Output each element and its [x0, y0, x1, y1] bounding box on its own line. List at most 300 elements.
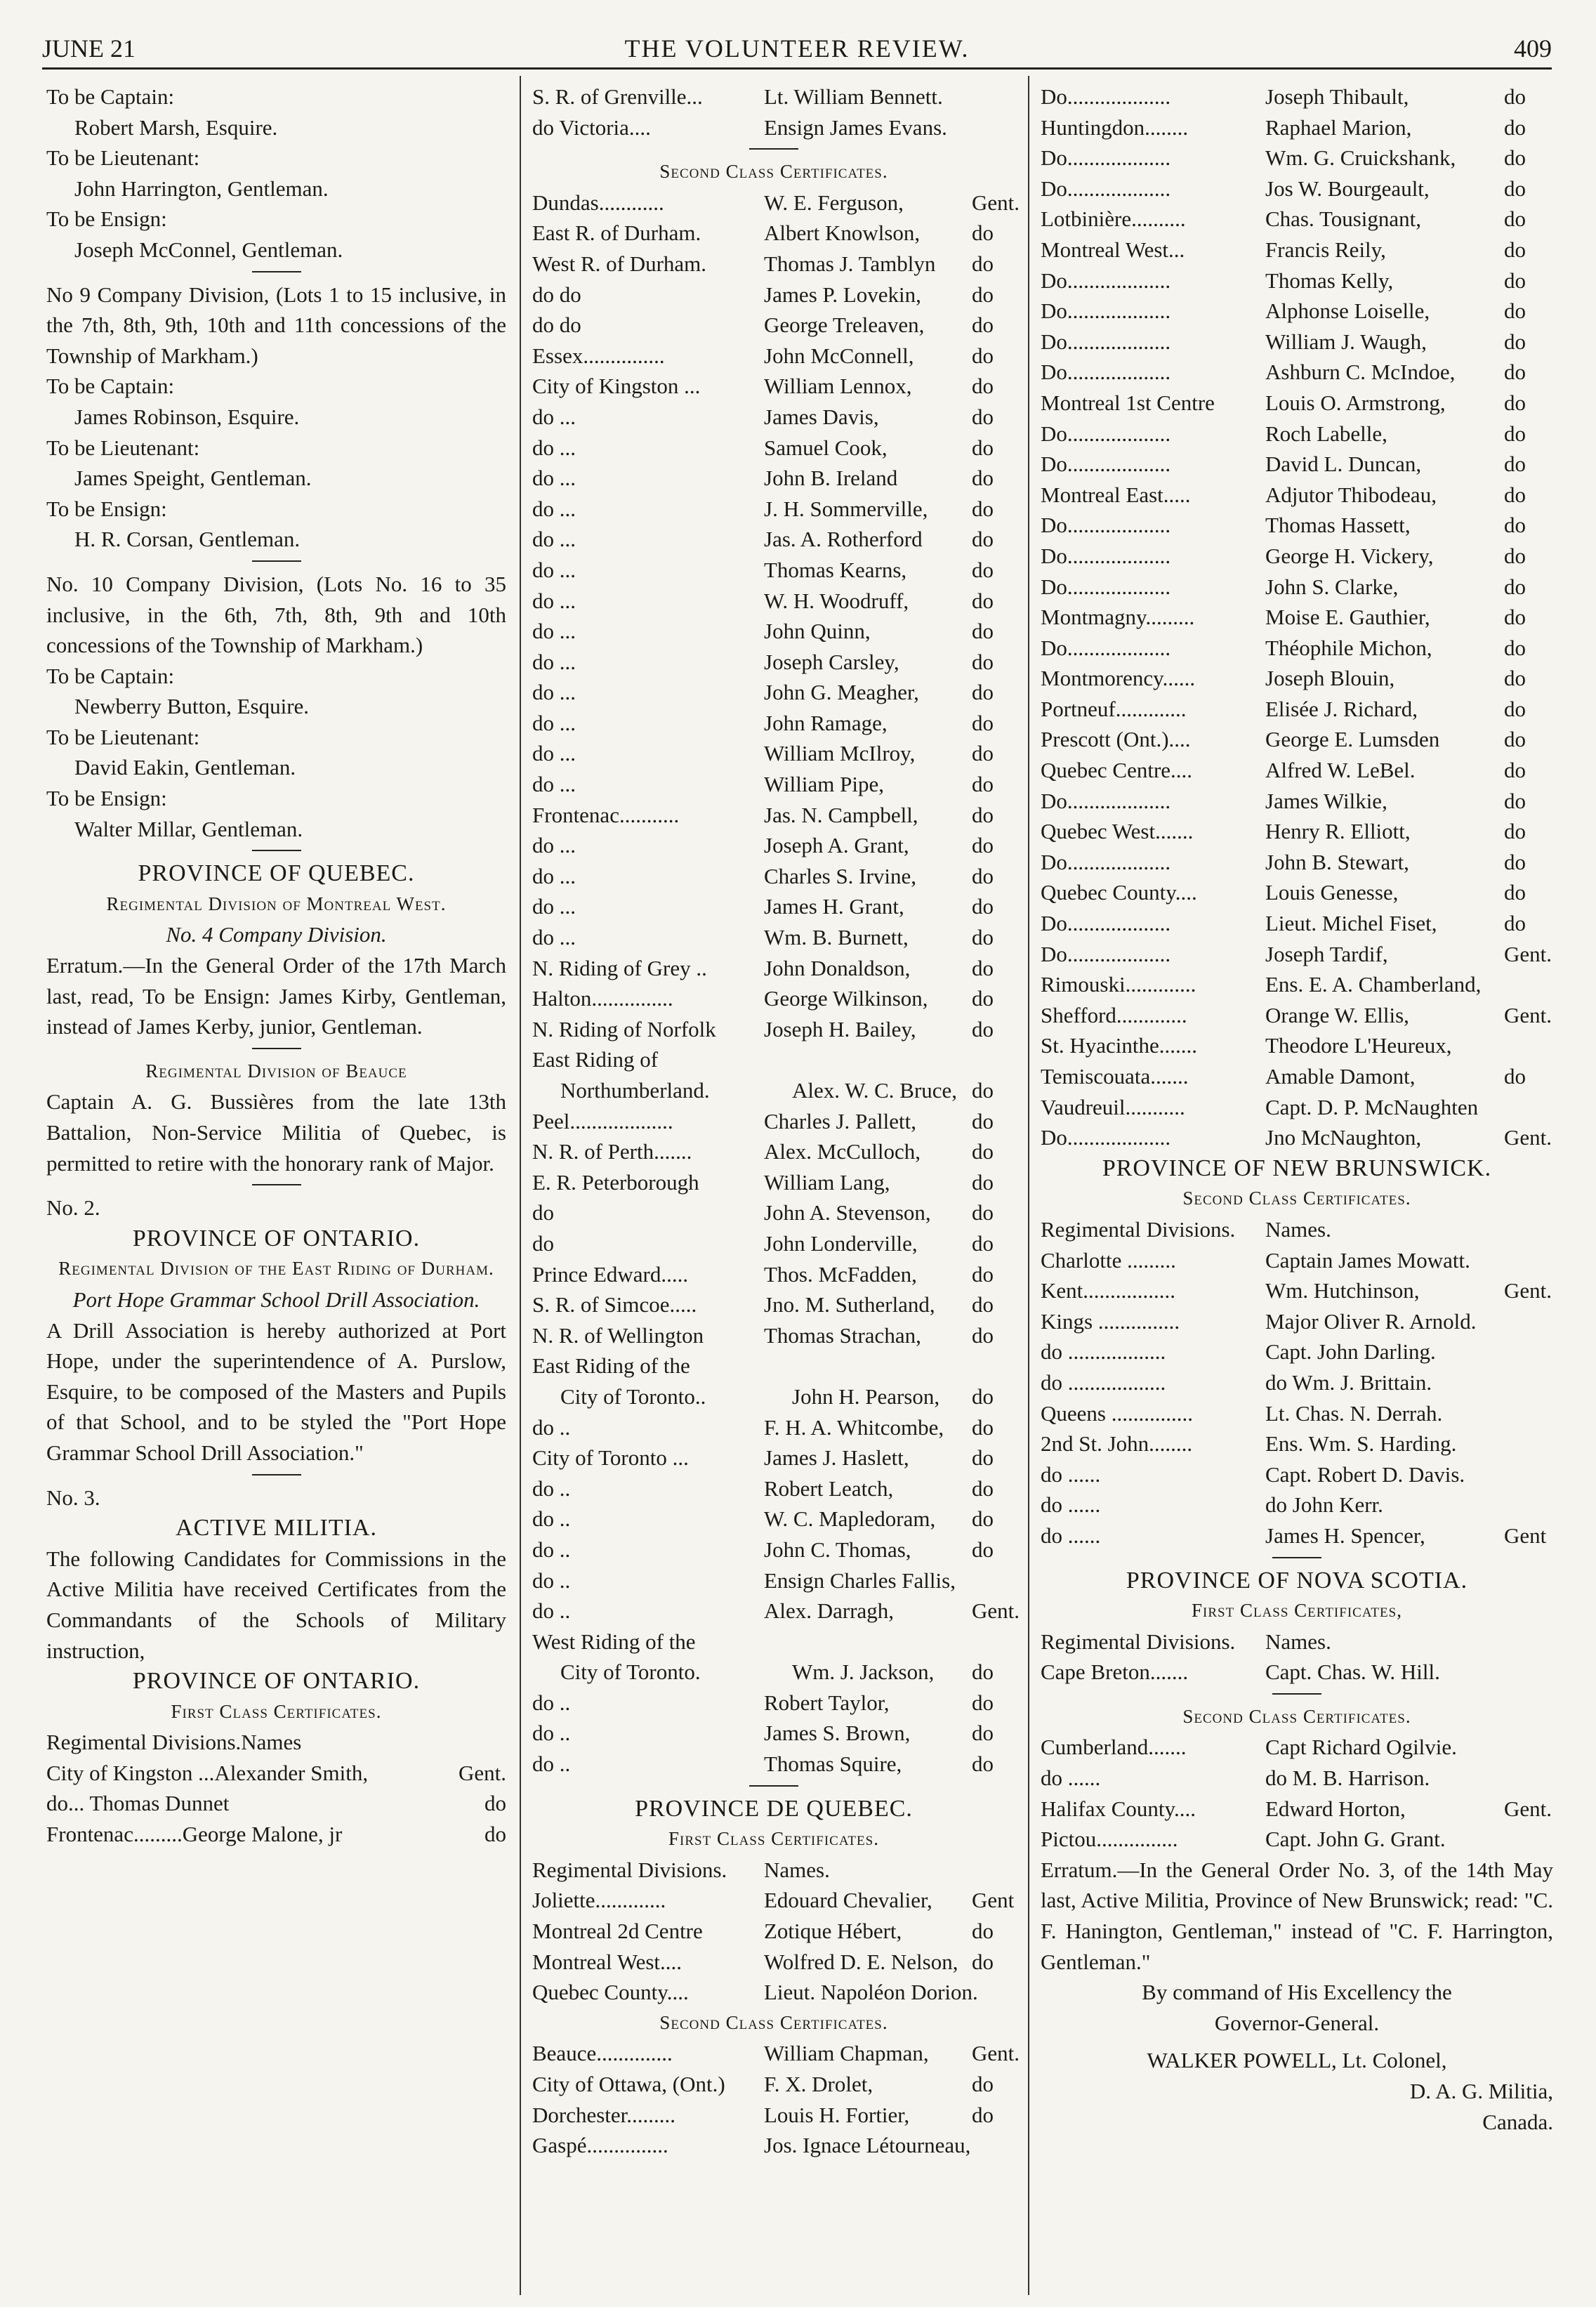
name-cell: Jos. Ignace Létourneau, — [764, 2133, 971, 2158]
name-cell: Thomas Hassett, — [1265, 513, 1411, 538]
division-title: No. 4 Company Division. — [166, 922, 387, 947]
certificate-row — [1041, 296, 1553, 327]
certificate-row — [1041, 847, 1553, 878]
page-header — [42, 31, 1552, 70]
rank-cell: do — [972, 1414, 994, 1440]
division-cell: Dorchester......... — [532, 2102, 676, 2127]
certificate-row — [1041, 1732, 1553, 1763]
division-cell: Prescott (Ont.).... — [1041, 727, 1191, 752]
rank-cell: do — [972, 710, 994, 735]
certificate-row — [532, 188, 1020, 218]
division-cell: Peel................... — [532, 1108, 673, 1133]
rank-cell — [1504, 1459, 1553, 1490]
rank-cell: do — [1504, 390, 1526, 415]
division-cell: Frontenac......... — [46, 1822, 183, 1847]
rank-cell: do — [1504, 788, 1526, 813]
name-cell: Joseph Thibault, — [1265, 84, 1409, 109]
certificate-row — [46, 1788, 506, 1819]
divider — [252, 1184, 301, 1185]
certificate-row — [1041, 724, 1553, 755]
rank-cell: do — [972, 557, 994, 582]
division-cell: City of Toronto.. — [560, 1383, 706, 1409]
certificate-row — [1041, 1000, 1553, 1031]
name-cell: Louis H. Fortier, — [764, 2102, 910, 2127]
paragraph: The following Candidates for Commissions in the Active Militia have received Certificates from the Commandants of the Schools of Military instruction, — [46, 1546, 506, 1663]
division-cell: Do................... — [1041, 788, 1171, 813]
rank-cell — [1504, 1428, 1553, 1459]
certificate-row — [46, 1819, 506, 1850]
rank-cell: do — [972, 1261, 994, 1287]
centered-line: WALKER POWELL, Lt. Colonel, — [1147, 2048, 1447, 2073]
certificate-row — [1041, 663, 1553, 694]
name-cell: Jos W. Bourgeault, — [1265, 176, 1430, 201]
division-cell: Montmorency...... — [1041, 666, 1196, 691]
name-cell: do M. B. Harrison. — [1265, 1766, 1430, 1791]
division-cell: do .................. — [1041, 1369, 1166, 1395]
certificate-row — [532, 1014, 1015, 1045]
name-cell: David L. Duncan, — [1265, 452, 1422, 477]
certificate-row — [1041, 602, 1553, 633]
paragraph: A Drill Association is hereby authorized at Port Hope, under the superintendence of A. Purslow, Esquire, to be composed of the Masters and Pupils of that School, and to be styled the "Port Hope Grammar School Drill Association." — [46, 1317, 506, 1465]
rank-cell: do — [972, 1659, 994, 1685]
rank-cell: do — [972, 802, 994, 827]
division-cell: do ... — [532, 649, 576, 674]
rank-cell: do — [972, 1751, 994, 1777]
name-cell: Thomas Kearns, — [764, 557, 907, 582]
rank-cell: do — [972, 1445, 994, 1471]
name-cell: Lt. William Bennett. — [764, 84, 943, 109]
division-cell: do .. — [532, 1414, 571, 1440]
division-cell: do ... — [532, 466, 576, 491]
division-cell: do ...... — [1041, 1461, 1101, 1487]
rank-cell — [972, 1855, 1015, 1886]
rank-cell — [1504, 1336, 1553, 1367]
rank-cell: Gent. — [972, 2041, 1020, 2066]
rank-cell: do — [1504, 84, 1526, 109]
division-cell: Do................... — [1041, 849, 1171, 874]
division-cell: Do................... — [1041, 635, 1171, 660]
certificate-row — [532, 1885, 1015, 1916]
rank-cell: do — [1504, 176, 1526, 201]
rank-cell — [1504, 1306, 1553, 1337]
name-cell: Robert Taylor, — [764, 1690, 890, 1715]
name-cell: William McIlroy, — [764, 741, 916, 766]
certificate-row — [1041, 327, 1553, 357]
certificate-row — [532, 249, 1015, 280]
rank-cell: do — [1504, 605, 1526, 630]
column-rule — [1028, 76, 1029, 2295]
name-cell: Ensign James Evans. — [764, 114, 947, 140]
name-cell: Charles S. Irvine, — [764, 863, 916, 888]
certificate-row — [1041, 969, 1553, 1000]
certificate-row — [532, 1749, 1015, 1780]
rank-cell: do — [1504, 329, 1526, 354]
division-cell: S. R. of Grenville... — [532, 84, 703, 109]
section-heading: PROVINCE OF NEW BRUNSWICK. — [1102, 1155, 1492, 1181]
division-cell: Kings ............... — [1041, 1308, 1180, 1334]
division-cell: Do................... — [1041, 360, 1171, 385]
certificate-row — [532, 1228, 1015, 1259]
division-cell: do ...... — [1041, 1492, 1101, 1518]
rank-cell — [1504, 969, 1553, 1000]
certificate-row — [1041, 449, 1553, 480]
division-cell: N. Riding of Norfolk — [532, 1016, 716, 1041]
division-cell: do ...... — [1041, 1523, 1101, 1548]
division-cell: Beauce.............. — [532, 2041, 673, 2066]
division-cell: do ... — [532, 925, 576, 950]
name-cell: W. C. Mapledoram, — [764, 1506, 936, 1532]
rank-cell: do — [972, 1949, 994, 1974]
certificate-row — [1041, 572, 1553, 603]
name-cell: Joseph Carsley, — [764, 649, 899, 674]
rank-cell: do — [972, 1506, 994, 1532]
division-cell: Vaudreuil........... — [1041, 1094, 1185, 1119]
name-cell: John Londerville, — [764, 1230, 918, 1256]
rank-cell: do — [972, 2102, 994, 2127]
division-cell: City of Kingston ... — [532, 374, 701, 399]
rank-cell — [1504, 1490, 1553, 1520]
certificate-row — [1041, 1657, 1553, 1688]
certificate-row — [1041, 1490, 1553, 1520]
certificate-row — [1041, 541, 1553, 572]
name-cell: William Chapman, — [764, 2041, 929, 2066]
division-cell: West R. of Durham. — [532, 251, 707, 276]
division-cell: Montreal West... — [1041, 237, 1185, 262]
appointee-name: Robert Marsh, Esquire. — [74, 114, 278, 140]
division-cell: Do................... — [1041, 421, 1171, 446]
rank-cell: do — [972, 2072, 994, 2096]
certificate-row — [532, 800, 1015, 831]
name-cell: James Davis, — [764, 404, 879, 429]
certificate-row — [1041, 173, 1553, 204]
divider — [1272, 1693, 1321, 1695]
certificate-row — [1041, 1061, 1553, 1092]
rank-cell: do — [972, 1108, 994, 1133]
rank-cell: do — [972, 649, 994, 674]
rank-cell: do — [1504, 145, 1526, 171]
rank-cell — [972, 112, 1015, 143]
certificate-row — [532, 2100, 1015, 2131]
name-cell: Major Oliver R. Arnold. — [1265, 1308, 1477, 1334]
rank-cell: do — [972, 772, 994, 797]
name-cell: Ens. Wm. S. Harding. — [1265, 1431, 1457, 1457]
division-cell: S. R. of Simcoe..... — [532, 1292, 697, 1317]
text-line: To be Ensign: — [46, 206, 167, 232]
certificate-row — [1041, 480, 1553, 511]
appointee-name: Newberry Button, Esquire. — [74, 694, 310, 719]
text-line: East Riding of the — [532, 1353, 690, 1379]
name-cell: John B. Stewart, — [1265, 849, 1409, 874]
section-heading: PROVINCE OF ONTARIO. — [132, 1225, 421, 1251]
name-cell: Names. — [1265, 1216, 1331, 1242]
division-cell: Do................... — [1041, 513, 1171, 538]
division-cell: E. R. Peterborough — [532, 1169, 699, 1195]
division-cell: Montmagny......... — [1041, 605, 1195, 630]
rank-cell: do — [972, 313, 994, 338]
certificate-row — [1041, 1428, 1553, 1459]
division-cell: Montreal West.... — [532, 1949, 682, 1974]
centered-line: Governor-General. — [1214, 2010, 1380, 2035]
division-cell: do ... — [532, 404, 576, 429]
appointee-name: John Harrington, Gentleman. — [74, 176, 329, 201]
division-cell: Do................... — [1041, 329, 1171, 354]
name-cell: ... Thomas Dunnet — [68, 1791, 230, 1816]
name-cell: Captain James Mowatt. — [1265, 1247, 1470, 1273]
rank-cell: do — [1504, 666, 1526, 691]
certificate-row — [532, 1412, 1015, 1443]
name-cell: George Wilkinson, — [764, 986, 928, 1011]
certificate-row — [532, 1657, 1015, 1688]
division-cell: do ... — [532, 619, 576, 644]
division-cell: do ... — [532, 588, 576, 613]
division-title: Port Hope Grammar School Drill Association. — [72, 1287, 480, 1312]
name-cell: James J. Haslett, — [764, 1445, 909, 1471]
certificate-row — [532, 1136, 1015, 1167]
name-cell: George Malone, jr — [182, 1822, 343, 1847]
section-heading: PROVINCE OF ONTARIO. — [132, 1668, 421, 1695]
name-cell: W. H. Woodruff, — [764, 588, 909, 613]
division-cell: City of Kingston ... — [46, 1760, 215, 1785]
rank-cell: do — [972, 527, 994, 552]
rank-cell — [1504, 1657, 1553, 1688]
rank-cell: do — [972, 1139, 994, 1164]
certificate-row — [1041, 388, 1553, 419]
division-cell: St. Hyacinthe....... — [1041, 1033, 1197, 1058]
section-heading: PROVINCE OF NOVA SCOTIA. — [1126, 1567, 1468, 1593]
name-cell: Capt. Chas. W. Hill. — [1265, 1659, 1440, 1685]
division-cell: Do................... — [1041, 574, 1171, 599]
name-cell: Louis O. Armstrong, — [1265, 390, 1446, 415]
certificate-row — [532, 280, 1015, 310]
certificate-row — [532, 371, 1015, 402]
name-cell: Moise E. Gauthier, — [1265, 605, 1430, 630]
certificate-row — [532, 922, 1015, 953]
certificate-row — [532, 1289, 1015, 1320]
divider — [1272, 1557, 1321, 1558]
name-cell: Thomas Kelly, — [1265, 268, 1394, 293]
division-cell: Do................... — [1041, 543, 1171, 568]
name-cell: John B. Ireland — [764, 466, 898, 491]
divider — [252, 560, 301, 562]
certificate-row — [532, 1442, 1015, 1473]
rank-cell: do — [972, 404, 994, 429]
division-cell: N. R. of Wellington — [532, 1322, 704, 1348]
name-cell: Edouard Chevalier, — [764, 1888, 932, 1913]
section-heading: PROVINCE OF QUEBEC. — [138, 860, 415, 887]
certificate-row — [532, 1688, 1015, 1718]
name-cell: Alexander Smith, — [214, 1760, 369, 1785]
certificate-row — [532, 402, 1015, 433]
division-cell: Do................... — [1041, 911, 1171, 936]
subsection-heading: Second Class Certificates. — [1182, 1705, 1411, 1727]
name-cell: Capt. John G. Grant. — [1265, 1827, 1446, 1852]
certificate-row — [1041, 204, 1553, 235]
name-cell: Edward Horton, — [1265, 1796, 1406, 1821]
name-cell: Names. — [1265, 1629, 1331, 1654]
name-cell: Orange W. Ellis, — [1265, 1002, 1409, 1027]
name-cell: Thomas Squire, — [764, 1751, 902, 1777]
certificate-row — [1041, 81, 1553, 112]
certificate-row — [532, 218, 1015, 249]
appointee-name: Joseph McConnel, Gentleman. — [74, 237, 343, 262]
name-cell: George E. Lumsden — [1265, 727, 1440, 752]
name-cell: Amable Damont, — [1265, 1064, 1416, 1089]
certificate-row — [1041, 510, 1553, 541]
name-cell: William Lang, — [764, 1169, 890, 1195]
division-cell: do .. — [532, 1721, 571, 1746]
certificate-row — [532, 2069, 1015, 2100]
centered-line: By command of His Excellency the — [1142, 1980, 1452, 2005]
division-cell: Quebec Centre.... — [1041, 758, 1193, 783]
rank-cell: do — [972, 251, 994, 276]
name-cell: W. E. Ferguson, — [764, 190, 904, 215]
certificate-row — [1041, 265, 1553, 296]
certificate-row — [1041, 1763, 1553, 1794]
name-cell: Samuel Cook, — [764, 435, 888, 460]
certificate-row — [532, 1977, 1015, 2008]
name-cell: Ensign Charles Fallis, — [764, 1567, 956, 1593]
rank-cell: do — [972, 496, 994, 521]
name-cell: George H. Vickery, — [1265, 543, 1434, 568]
division-cell: do .................. — [1041, 1339, 1166, 1365]
paragraph: Erratum.—In the General Order of the 17th March last, read, To be Ensign: James Kirby, Gentleman, instead of James Kerby, junior, Gentleman. — [46, 953, 506, 1039]
division-cell: Northumberland. — [560, 1078, 710, 1103]
rank-cell: do — [484, 1791, 506, 1816]
name-cell: James S. Brown, — [764, 1721, 911, 1746]
division-cell: do ... — [532, 435, 576, 460]
certificate-row — [1041, 786, 1553, 817]
certificate-row — [532, 1106, 1015, 1137]
name-cell: Wm. G. Cruickshank, — [1265, 145, 1456, 171]
name-cell: Lieut. Michel Fiset, — [1265, 911, 1437, 936]
rank-cell: do — [972, 680, 994, 705]
division-cell: do ... — [532, 833, 576, 858]
name-cell: James H. Spencer, — [1265, 1523, 1425, 1548]
text-line: To be Lieutenant: — [46, 145, 200, 171]
division-cell: do ... — [532, 741, 576, 766]
division-cell: City of Toronto ... — [532, 1445, 689, 1471]
certificate-row — [532, 555, 1015, 586]
rank-cell: do — [1504, 206, 1526, 232]
certificate-row — [1041, 755, 1553, 786]
name-cell: John H. Pearson, — [792, 1383, 940, 1409]
column-rule — [520, 76, 521, 2295]
name-cell: Roch Labelle, — [1265, 421, 1387, 446]
division-cell: do .. — [532, 1690, 571, 1715]
certificate-row — [532, 1596, 1020, 1626]
division-cell: Quebec West....... — [1041, 819, 1194, 844]
certificate-row — [1041, 1092, 1553, 1123]
name-cell: Ashburn C. McIndoe, — [1265, 360, 1456, 385]
text-line: West Riding of the — [532, 1629, 696, 1654]
rank-cell: do — [972, 435, 994, 460]
rank-cell: do — [1504, 268, 1526, 293]
spacer — [1041, 2038, 1553, 2045]
rank-cell: do — [972, 741, 994, 766]
certificate-row — [532, 1855, 1015, 1886]
division-cell: do ... — [532, 772, 576, 797]
text-line: To be Lieutenant: — [46, 724, 200, 749]
certificate-row — [532, 647, 1015, 678]
certificate-row — [1041, 1626, 1553, 1657]
division-cell: Queens ............... — [1041, 1400, 1193, 1426]
division-cell: Regimental Divisions. — [532, 1857, 727, 1882]
certificate-row — [532, 953, 1015, 984]
certificate-row — [532, 310, 1015, 341]
divider — [252, 1474, 301, 1475]
division-cell: do .. — [532, 1751, 571, 1777]
division-cell: Regimental Divisions. — [1041, 1629, 1236, 1654]
rank-cell: Gent. — [458, 1760, 506, 1785]
division-cell: Portneuf............. — [1041, 696, 1187, 721]
name-cell: Capt Richard Ogilvie. — [1265, 1735, 1457, 1760]
certificate-row — [532, 2038, 1020, 2069]
appointee-name: H. R. Corsan, Gentleman. — [74, 527, 301, 552]
division-cell: 2nd St. John........ — [1041, 1431, 1193, 1457]
certificate-row — [532, 1381, 1015, 1412]
division-cell: do ...... — [1041, 1766, 1101, 1791]
certificate-row — [1041, 357, 1553, 388]
name-cell: do John Kerr. — [1265, 1492, 1383, 1518]
division-cell: do ... — [532, 863, 576, 888]
name-cell: George Treleaven, — [764, 313, 925, 338]
rank-cell: do — [972, 343, 994, 368]
name-cell: Names. — [764, 1857, 830, 1882]
division-cell: Do................... — [1041, 298, 1171, 324]
divider — [252, 271, 301, 272]
certificate-row — [532, 494, 1015, 525]
name-cell: Francis Reily, — [1265, 237, 1386, 262]
division-cell: do .. — [532, 1537, 571, 1562]
rank-cell: do — [1504, 1064, 1526, 1089]
rank-cell: do — [972, 374, 994, 399]
name-cell: Theodore L'Heureux, — [1265, 1033, 1452, 1058]
rank-cell: do — [1504, 911, 1526, 936]
division-cell: Montreal 1st Centre — [1041, 390, 1215, 415]
rank-cell: do — [972, 894, 994, 919]
rank-cell: do — [972, 955, 994, 980]
certificate-row — [1041, 939, 1553, 970]
column-left — [46, 81, 506, 1850]
rank-cell: do — [1504, 727, 1526, 752]
division-cell: do ... — [532, 680, 576, 705]
certificate-row — [1041, 143, 1553, 173]
name-cell: Zotique Hébert, — [764, 1919, 902, 1944]
name-cell: Elisée J. Richard, — [1265, 696, 1418, 721]
certificate-row — [532, 1565, 1015, 1596]
division-cell: Montreal East..... — [1041, 482, 1191, 507]
name-cell: Ens. E. A. Chamberland, — [1265, 972, 1482, 997]
text-line: To be Captain: — [46, 663, 175, 688]
text-line: No. 2. — [46, 1195, 100, 1221]
rank-cell: do — [972, 619, 994, 644]
name-cell: John G. Meagher, — [764, 680, 919, 705]
division-cell: do .. — [532, 1475, 571, 1501]
name-cell: Wm. B. Burnett, — [764, 925, 909, 950]
division-cell: East R. of Durham. — [532, 221, 701, 246]
division-cell: do do — [532, 313, 581, 338]
rank-cell: Gent — [972, 1888, 1015, 1913]
certificate-row — [532, 586, 1015, 617]
name-cell: Albert Knowlson, — [764, 221, 921, 246]
division-cell: Shefford............. — [1041, 1002, 1187, 1027]
certificate-row — [1041, 1367, 1553, 1398]
certificate-row — [532, 861, 1015, 892]
name-cell: Capt. Robert D. Davis. — [1265, 1461, 1465, 1487]
name-cell: John McConnell, — [764, 343, 914, 368]
name-cell: Joseph Tardif, — [1265, 941, 1388, 966]
rank-cell: do — [972, 1690, 994, 1715]
